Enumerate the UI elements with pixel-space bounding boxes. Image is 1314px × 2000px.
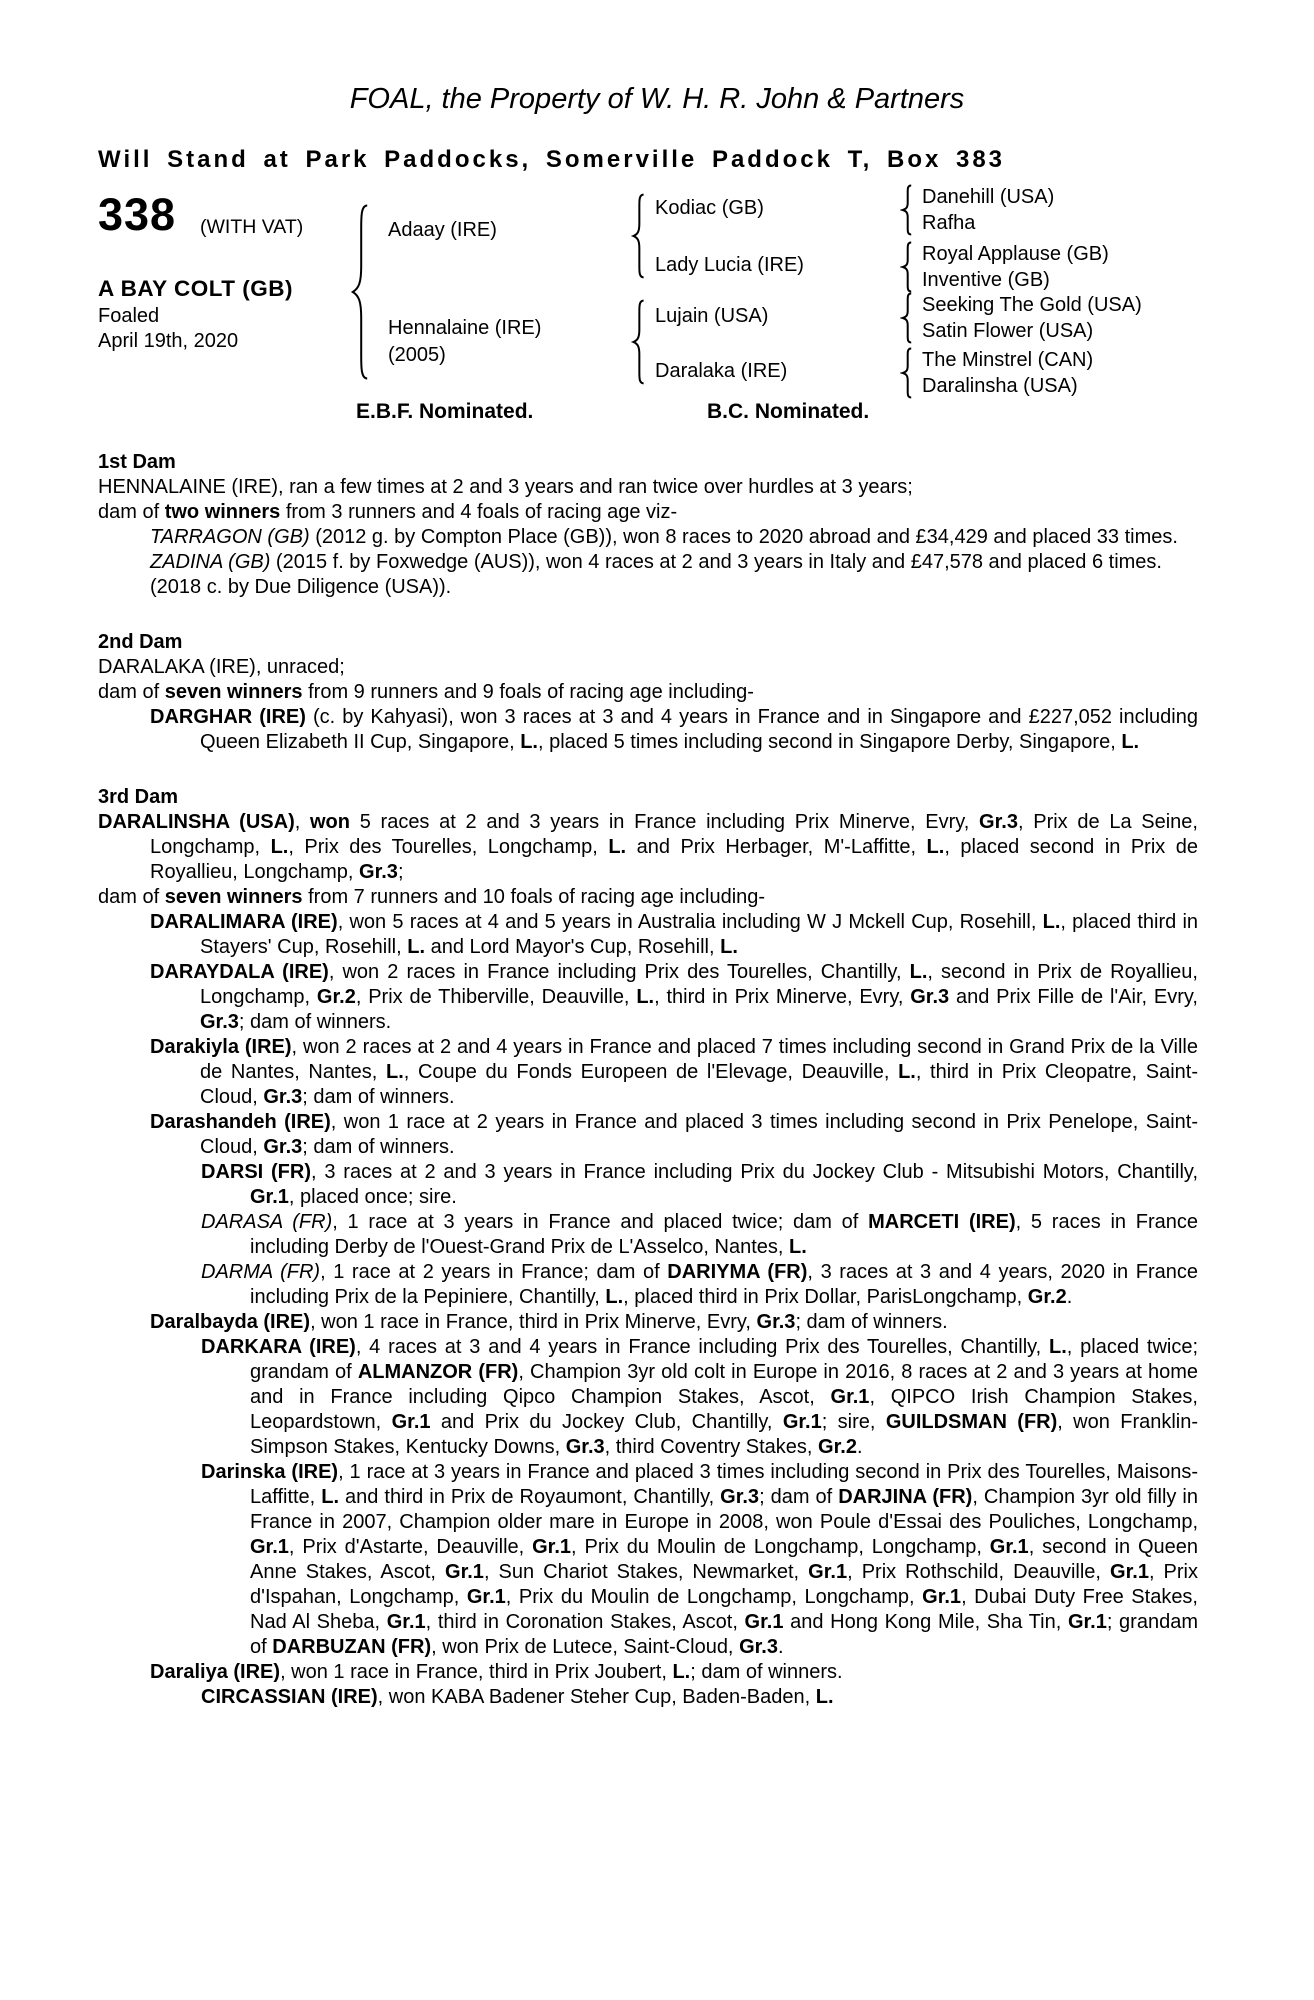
colt-description: A BAY COLT (GB) bbox=[98, 276, 294, 301]
foaled-date: April 19th, 2020 bbox=[98, 330, 239, 352]
pedigree-brace-gp2 bbox=[900, 241, 914, 293]
catalogue-paragraph: DARMA (FR), 1 race at 2 years in France; dam of DARIYMA (FR), 3 races at 3 and 4 years, 2020 in France including Prix de la Pepiniere, Chantilly, L., placed third in Prix Dollar, ParisLongchamp, Gr.2. bbox=[201, 1261, 1198, 1308]
pedigree-brace-gp1 bbox=[900, 184, 914, 236]
pedigree-dam-sire-sire: Seeking The Gold (USA) bbox=[922, 294, 1142, 316]
pedigree-dam-dam: Daralaka (IRE) bbox=[655, 360, 788, 382]
ebf-nomination: E.B.F. Nominated. bbox=[356, 400, 534, 423]
dam-section bbox=[98, 630, 1198, 755]
page-title: FOAL, the Property of W. H. R. John & Partners bbox=[349, 83, 965, 115]
dam-section bbox=[98, 450, 1198, 600]
pedigree-sire-sire: Kodiac (GB) bbox=[655, 197, 764, 219]
pedigree-dam-sire: Lujain (USA) bbox=[655, 305, 769, 327]
pedigree-sire-dam-sire: Royal Applause (GB) bbox=[922, 243, 1109, 265]
pedigree-brace-main bbox=[348, 200, 372, 384]
pedigree-brace-gp4 bbox=[900, 347, 914, 399]
pedigree-sire-sire-dam: Rafha bbox=[922, 212, 976, 234]
dam-section-heading: 2nd Dam bbox=[98, 631, 183, 653]
catalogue-paragraph: DARALIMARA (IRE), won 5 races at 4 and 5 years in Australia including W J Mckell Cup, Rosehill, L., placed third in Stayers' Cup, Rosehill, L. and Lord Mayor's Cup, Rosehill, L. bbox=[150, 911, 1199, 958]
pedigree-brace-dam bbox=[630, 298, 647, 386]
pedigree-dam-dam-dam: Daralinsha (USA) bbox=[922, 375, 1078, 397]
dam-section-heading: 3rd Dam bbox=[98, 786, 179, 808]
pedigree-sire: Adaay (IRE) bbox=[388, 219, 497, 241]
lot-number: 338 bbox=[98, 189, 177, 240]
pedigree-dam-sire-dam: Satin Flower (USA) bbox=[922, 320, 1094, 342]
catalogue-paragraph: DARSI (FR), 3 races at 2 and 3 years in France including Prix du Jockey Club - Mitsubishi Motors, Chantilly, Gr.1, placed once; sire. bbox=[201, 1161, 1198, 1208]
stand-location-line: Will Stand at Park Paddocks, Somerville Paddock T, Box 383 bbox=[98, 146, 1006, 173]
catalogue-paragraph: (2018 c. by Due Diligence (USA)). bbox=[150, 576, 452, 598]
catalogue-paragraph: DARALINSHA (USA), won 5 races at 2 and 3 years in France including Prix Minerve, Evry, Gr.3, Prix de La Seine, Longchamp, L., Prix des Tourelles, Longchamp, L. and Prix Herbager, M'-Laffitte, L., placed second in Prix de Royallieu, Longchamp, Gr.3; bbox=[98, 811, 1198, 883]
pedigree-sire-sire-sire: Danehill (USA) bbox=[922, 186, 1055, 208]
pedigree-sire-dam: Lady Lucia (IRE) bbox=[655, 254, 804, 276]
catalogue-paragraph: TARRAGON (GB) (2012 g. by Compton Place (GB)), won 8 races to 2020 abroad and £34,429 and placed 33 times. bbox=[150, 526, 1178, 548]
catalogue-paragraph: HENNALAINE (IRE), ran a few times at 2 and 3 years and ran twice over hurdles at 3 years; bbox=[98, 476, 913, 498]
pedigree-dam-year: (2005) bbox=[388, 344, 446, 366]
catalogue-paragraph: DARKARA (IRE), 4 races at 3 and 4 years in France including Prix des Tourelles, Chantilly, L., placed twice; grandam of ALMANZOR (FR), Champion 3yr old colt in Europe in 2016, 8 races at 2 and 3 years at home and in France including Qipco Champion Stakes, Ascot, Gr.1, QIPCO Irish Champion Stakes, Leopardstown, Gr.1 and Prix du Jockey Club, Chantilly, Gr.1; sire, GUILDSMAN (FR), won Franklin-Simpson Stakes, Kentucky Downs, Gr.3, third Coventry Stakes, Gr.2. bbox=[201, 1336, 1199, 1458]
catalogue-paragraph: DARASA (FR), 1 race at 3 years in France and placed twice; dam of MARCETI (IRE), 5 races in France including Derby de l'Ouest-Grand Prix de L'Asselco, Nantes, L. bbox=[201, 1211, 1199, 1258]
pedigree-sire-dam-dam: Inventive (GB) bbox=[922, 269, 1050, 291]
catalogue-paragraph: DARGHAR (IRE) (c. by Kahyasi), won 3 races at 3 and 4 years in France and in Singapore and £227,052 including Queen Elizabeth II Cup, Singapore, L., placed 5 times including second in Singapore Derby, Singapore, L. bbox=[150, 706, 1198, 753]
catalogue-paragraph: Daraliya (IRE), won 1 race in France, third in Prix Joubert, L.; dam of winners. bbox=[150, 1661, 843, 1683]
pedigree-dam-dam-sire: The Minstrel (CAN) bbox=[922, 349, 1094, 371]
pedigree-brace-sire bbox=[630, 192, 647, 280]
foaled-label: Foaled bbox=[98, 305, 160, 327]
dam-section bbox=[98, 785, 1198, 1710]
catalogue-paragraph: ZADINA (GB) (2015 f. by Foxwedge (AUS)), won 4 races at 2 and 3 years in Italy and £47,578 and placed 6 times. bbox=[150, 551, 1162, 573]
catalogue-paragraph: DARAYDALA (IRE), won 2 races in France including Prix des Tourelles, Chantilly, L., second in Prix de Royallieu, Longchamp, Gr.2, Prix de Thiberville, Deauville, L., third in Prix Minerve, Evry, Gr.3 and Prix Fille de l'Air, Evry, Gr.3; dam of winners. bbox=[150, 961, 1198, 1033]
pedigree-dam: Hennalaine (IRE) bbox=[388, 317, 542, 339]
vat-note: (WITH VAT) bbox=[200, 216, 304, 238]
bc-nomination: B.C. Nominated. bbox=[707, 400, 870, 423]
catalogue-paragraph: Darakiyla (IRE), won 2 races at 2 and 4 years in France and placed 7 times including second in Grand Prix de la Ville de Nantes, Nantes, L., Coupe du Fonds Europeen de l'Elevage, Deauville, L., third in Prix Cleopatre, Saint-Cloud, Gr.3; dam of winners. bbox=[150, 1036, 1198, 1108]
dam-section-heading: 1st Dam bbox=[98, 451, 176, 473]
catalogue-paragraph: CIRCASSIAN (IRE), won KABA Badener Steher Cup, Baden-Baden, L. bbox=[201, 1686, 834, 1708]
catalogue-paragraph: dam of two winners from 3 runners and 4 foals of racing age viz- bbox=[98, 501, 678, 523]
catalogue-paragraph: Daralbayda (IRE), won 1 race in France, third in Prix Minerve, Evry, Gr.3; dam of winners. bbox=[150, 1311, 948, 1333]
catalogue-paragraph: Darinska (IRE), 1 race at 3 years in France and placed 3 times including second in Prix des Tourelles, Maisons-Laffitte, L. and third in Prix de Royaumont, Chantilly, Gr.3; dam of DARJINA (FR), Champion 3yr old filly in France in 2007, Champion older mare in Europe in 2008, won Poule d'Essai des Pouliches, Longchamp, Gr.1, Prix d'Astarte, Deauville, Gr.1, Prix du Moulin de Longchamp, Longchamp, Gr.1, second in Queen Anne Stakes, Ascot, Gr.1, Sun Chariot Stakes, Newmarket, Gr.1, Prix Rothschild, Deauville, Gr.1, Prix d'Ispahan, Longchamp, Gr.1, Prix du Moulin de Longchamp, Longchamp, Gr.1, Dubai Duty Free Stakes, Nad Al Sheba, Gr.1, third in Coronation Stakes, Ascot, Gr.1 and Hong Kong Mile, Sha Tin, Gr.1; grandam of DARBUZAN (FR), won Prix de Lutece, Saint-Cloud, Gr.3. bbox=[201, 1461, 1198, 1658]
catalogue-paragraph: DARALAKA (IRE), unraced; bbox=[98, 656, 345, 678]
catalogue-paragraph: Darashandeh (IRE), won 1 race at 2 years in France and placed 3 times including second in Prix Penelope, Saint-Cloud, Gr.3; dam of winners. bbox=[150, 1111, 1198, 1158]
dam-sections bbox=[98, 450, 1198, 1710]
catalogue-paragraph: dam of seven winners from 7 runners and 10 foals of racing age including- bbox=[98, 886, 766, 908]
catalogue-paragraph: dam of seven winners from 9 runners and 9 foals of racing age including- bbox=[98, 681, 754, 703]
pedigree-brace-gp3 bbox=[900, 292, 914, 344]
